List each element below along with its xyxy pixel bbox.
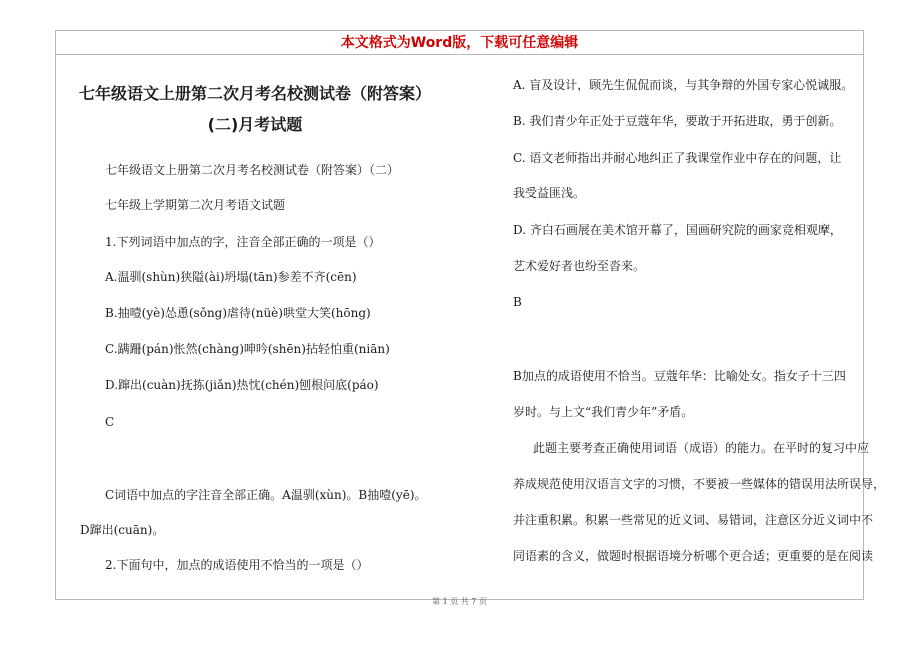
question-1-explanation: C词语中加点的字注音全部正确。A温驯(xùn)。B抽噎(yē)。 [105, 488, 427, 502]
question-2-explanation-cont: 岁时。与上文“我们青少年”矛盾。 [513, 405, 694, 419]
question-2-option-a: A. 盲及设计，顾先生侃侃而谈，与其争辩的外国专家心悦诚服。 [513, 78, 854, 92]
analysis-paragraph-line-3: 并注重积累。积累一些常见的近义词、易错词，注意区分近义词中不 [513, 513, 874, 527]
question-1-option-d: D.蹿出(cuàn)抚拣(jiǎn)热忱(chén)刨根问底(páo) [105, 378, 379, 392]
analysis-paragraph-line-4: 同语素的含义，做题时根据语境分析哪个更合适；更重要的是在阅读 [513, 549, 874, 563]
question-2-option-b: B. 我们青少年正处于豆蔻年华，要敢于开拓进取，勇于创新。 [513, 114, 842, 128]
question-1-option-b: B.抽噎(yè)怂恿(sǒng)虐待(nüè)哄堂大笑(hōng) [105, 306, 371, 320]
question-2-option-d: D. 齐白石画展在美术馆开幕了，国画研究院的画家竞相观摩， [513, 223, 842, 237]
question-2-answer: B [513, 295, 522, 309]
page-number: 第 1 页 共 7 页 [432, 597, 487, 606]
question-2-stem: 2.下面句中，加点的成语使用不恰当的一项是（） [105, 558, 369, 572]
question-2-option-c-cont: 我受益匪浅。 [513, 186, 586, 200]
document-title-line-1: 七年级语文上册第二次月考名校测试卷（附答案） [78, 84, 431, 103]
question-1-answer: C [105, 415, 115, 429]
question-2-option-c: C. 语文老师指出并耐心地纠正了我课堂作业中存在的问题，让 [513, 151, 842, 165]
subtitle: 七年级语文上册第二次月考名校测试卷（附答案）（二） [105, 163, 400, 177]
exam-name: 七年级上学期第二次月考语文试题 [105, 198, 286, 212]
question-1-option-c: C.蹒跚(pán)怅然(chàng)呻吟(shēn)拈轻怕重(niān) [105, 342, 390, 356]
analysis-paragraph-line-2: 养成规范使用汉语言文字的习惯，不要被一些媒体的错误用法所误导， [513, 477, 886, 491]
format-banner: 本文格式为Word版，下载可任意编辑 [340, 35, 579, 51]
analysis-paragraph-line-1: 此题主要考查正确使用词语（成语）的能力。在平时的复习中应 [533, 441, 870, 455]
question-2-option-d-cont: 艺术爱好者也纷至沓来。 [513, 259, 646, 273]
question-1-option-a: A.温驯(shùn)狭隘(ài)坍塌(tān)参差不齐(cēn) [105, 270, 357, 284]
question-2-explanation: B加点的成语使用不恰当。豆蔻年华：比喻处女。指女子十三四 [513, 369, 846, 383]
question-1-stem: 1.下列词语中加点的字，注音全部正确的一项是（） [105, 235, 381, 249]
document-title-line-2: (二)月考试题 [207, 115, 303, 134]
banner-divider [55, 54, 864, 55]
question-1-explanation-cont: D蹿出(cuān)。 [80, 523, 165, 537]
